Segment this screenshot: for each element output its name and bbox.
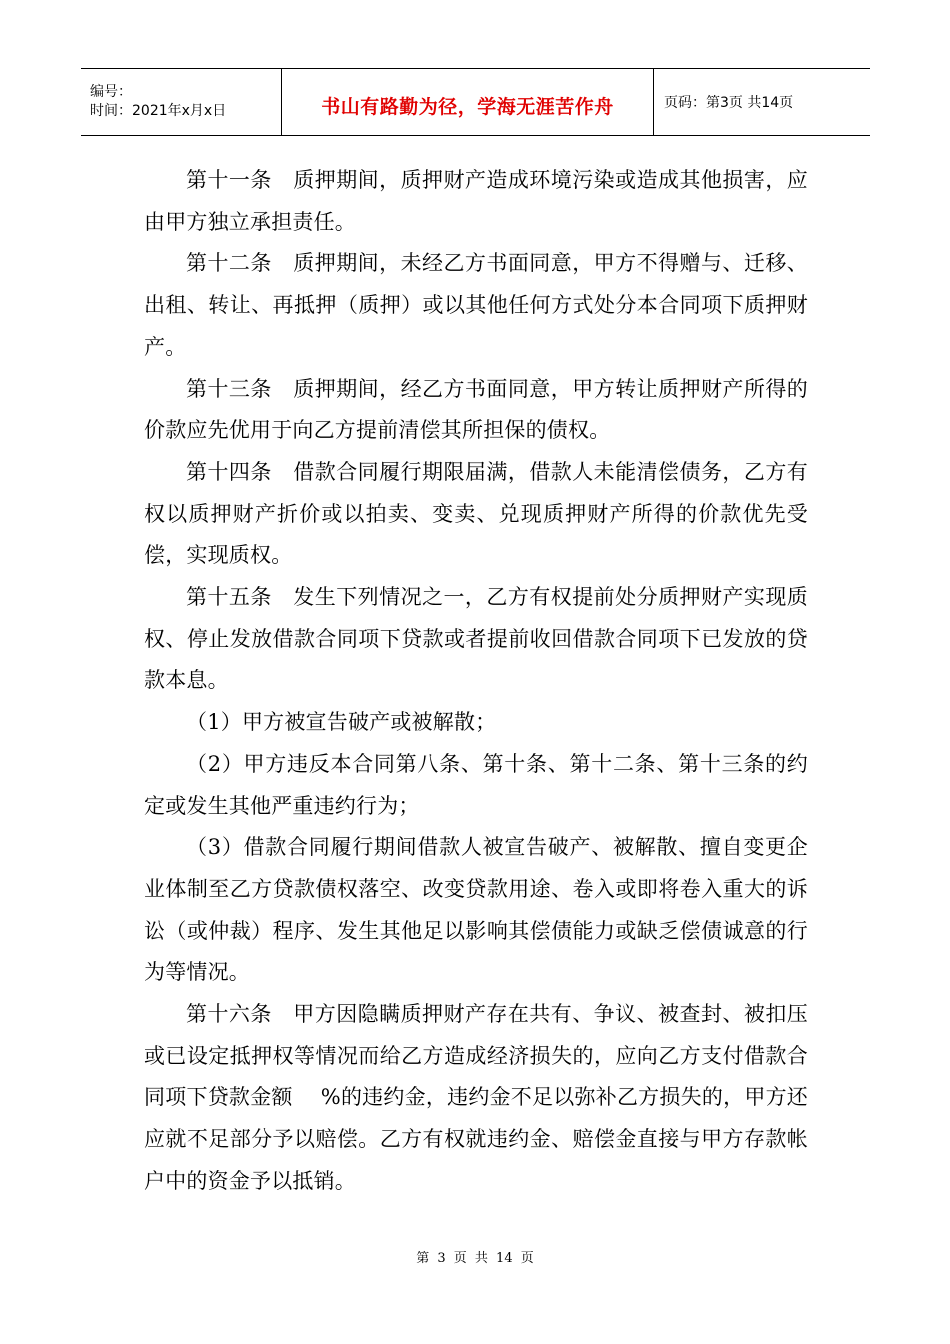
header-motto-cell [282,69,654,135]
footer-page-number: 第 3 页 共 14 页 [416,1251,534,1266]
document-body [144,160,808,1203]
clause-15: 第十五条 发生下列情况之一，乙方有权提前处分质押财产实现质权、停止发放借款合同项下贷款或者提前收回借款合同项下已发放的贷款本息。 [144,585,808,693]
header-meta-cell [81,69,282,135]
clause-11: 第十一条 质押期间，质押财产造成环境污染或造成其他损害，应由甲方独立承担责任。 [144,168,808,234]
header-motto: 书山有路勤为径，学海无涯苦作舟 [321,95,614,118]
document-date-label: 时间：2021年x月x日 [90,103,227,119]
header-page-info: 页码：第3页 共14页 [664,95,794,111]
clause-13: 第十三条 质押期间，经乙方书面同意，甲方转让质押财产所得的价款应先优用于向乙方提前清偿其所担保的债权。 [144,376,808,443]
clause-14: 第十四条 借款合同履行期限届满，借款人未能清偿债务，乙方有权以质押财产折价或以拍卖、变卖、兑现质押财产所得的价款优先受偿，实现质权。 [144,459,808,568]
clause-16: 第十六条 甲方因隐瞒质押财产存在共有、争议、被查封、被扣压或已设定抵押权等情况而给乙方造成经济损失的，应向乙方支付借款合同项下贷款金额 %的违约金，违约金不足以弥补乙方损失的，甲方还应就不足部分予以赔偿。乙方有权就违约金、赔偿金直接与甲方存款帐户中的资金予以抵销。 [144,1002,808,1193]
header-page-cell [654,69,870,135]
page-footer [0,1247,950,1266]
clause-15-item-2: （2）甲方违反本合同第八条、第十条、第十二条、第十三条的约定或发生其他严重违约行为； [144,751,808,818]
clause-12: 第十二条 质押期间，未经乙方书面同意，甲方不得赠与、迁移、出租、转让、再抵押（质押）或以其他任何方式处分本合同项下质押财产。 [144,251,808,359]
page-header [81,68,870,136]
clause-15-item-1: （1）甲方被宣告破产或被解散； [186,710,497,735]
document-number-label: 编号： [90,84,132,100]
clause-15-item-3: （3）借款合同履行期间借款人被宣告破产、被解散、擅自变更企业体制至乙方贷款债权落空、改变贷款用途、卷入或即将卷入重大的诉讼（或仲裁）程序、发生其他足以影响其偿债能力或缺乏偿债诚意的行为等情况。 [144,835,808,985]
